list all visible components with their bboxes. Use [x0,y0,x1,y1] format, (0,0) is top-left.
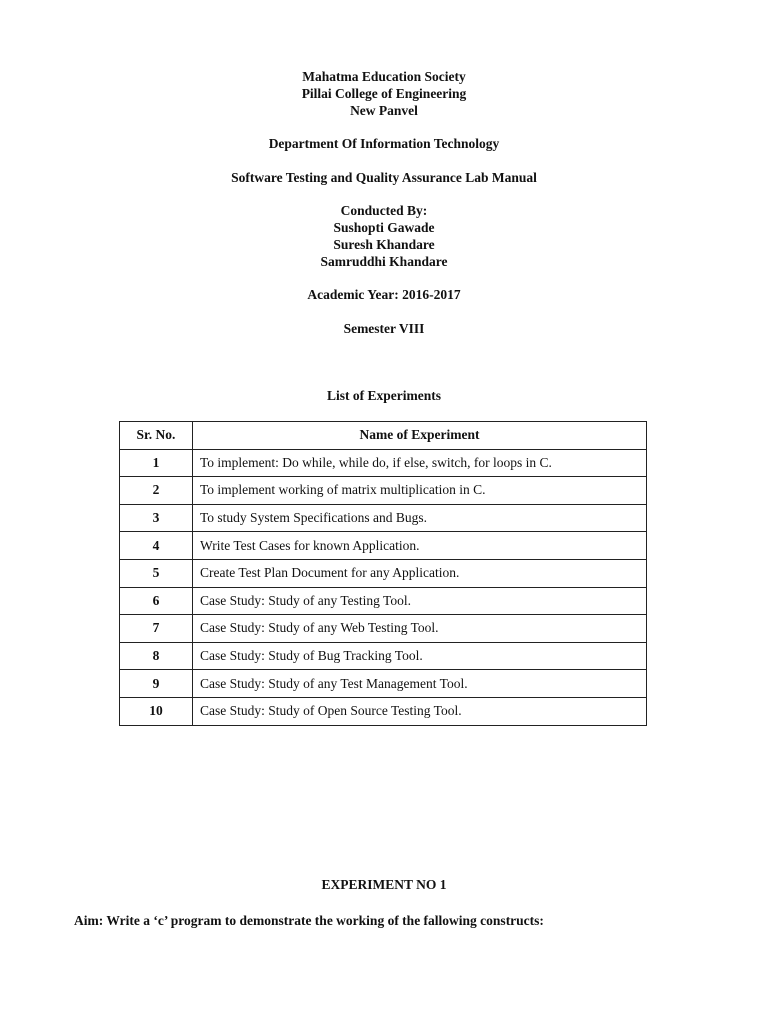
table-row [120,670,647,698]
experiment-name-cell: To implement working of matrix multiplication in C. [193,477,647,505]
table-row [120,532,647,560]
experiment-aim: Aim: Write a ‘c’ program to demonstrate the working of the fallowing constructs: [74,913,544,928]
table-row [120,477,647,505]
table-row [120,449,647,477]
conducted-by-label: Conducted By: [340,203,428,218]
sr-no-cell: 5 [120,559,193,587]
sr-no-cell: 10 [120,697,193,725]
table-row [120,642,647,670]
sr-no-cell: 9 [120,670,193,698]
experiment-name-cell: Case Study: Study of any Web Testing Tool. [193,615,647,643]
table-header-row [120,422,647,450]
experiment-name-cell: Case Study: Study of Open Source Testing Tool. [193,697,647,725]
experiment-name-cell: Case Study: Study of any Testing Tool. [193,587,647,615]
table-row [120,697,647,725]
experiment-heading: EXPERIMENT NO 1 [321,877,447,892]
experiment-name-cell: Case Study: Study of Bug Tracking Tool. [193,642,647,670]
experiment-name-cell: To study System Specifications and Bugs. [193,504,647,532]
table-row [120,587,647,615]
conductor-name: Sushopti Gawade [333,220,435,235]
sr-no-cell: 2 [120,477,193,505]
sr-no-cell: 3 [120,504,193,532]
academic-year: Academic Year: 2016-2017 [307,287,461,302]
sr-no-cell: 1 [120,449,193,477]
manual-title: Software Testing and Quality Assurance Lab Manual [231,170,537,185]
table-row [120,559,647,587]
sr-no-cell: 7 [120,615,193,643]
experiment-name-cell: Case Study: Study of any Test Management Tool. [193,670,647,698]
table-row [120,504,647,532]
sr-no-cell: 6 [120,587,193,615]
sr-no-cell: 8 [120,642,193,670]
department-name: Department Of Information Technology [268,136,500,151]
experiment-name-cell: Create Test Plan Document for any Application. [193,559,647,587]
semester: Semester VIII [343,321,425,336]
conductor-name: Suresh Khandare [333,237,435,252]
experiments-table [119,421,647,726]
college-location: New Panvel [350,103,418,118]
conductor-name: Samruddhi Khandare [320,254,448,269]
experiment-name-cell: To implement: Do while, while do, if else, switch, for loops in C. [193,449,647,477]
society-name: Mahatma Education Society [302,69,466,84]
experiments-title: List of Experiments [327,388,441,403]
table-row [120,615,647,643]
sr-no-cell: 4 [120,532,193,560]
experiment-name-cell: Write Test Cases for known Application. [193,532,647,560]
college-name: Pillai College of Engineering [301,86,467,101]
column-header-sr-no: Sr. No. [120,422,193,450]
column-header-name: Name of Experiment [193,422,647,450]
